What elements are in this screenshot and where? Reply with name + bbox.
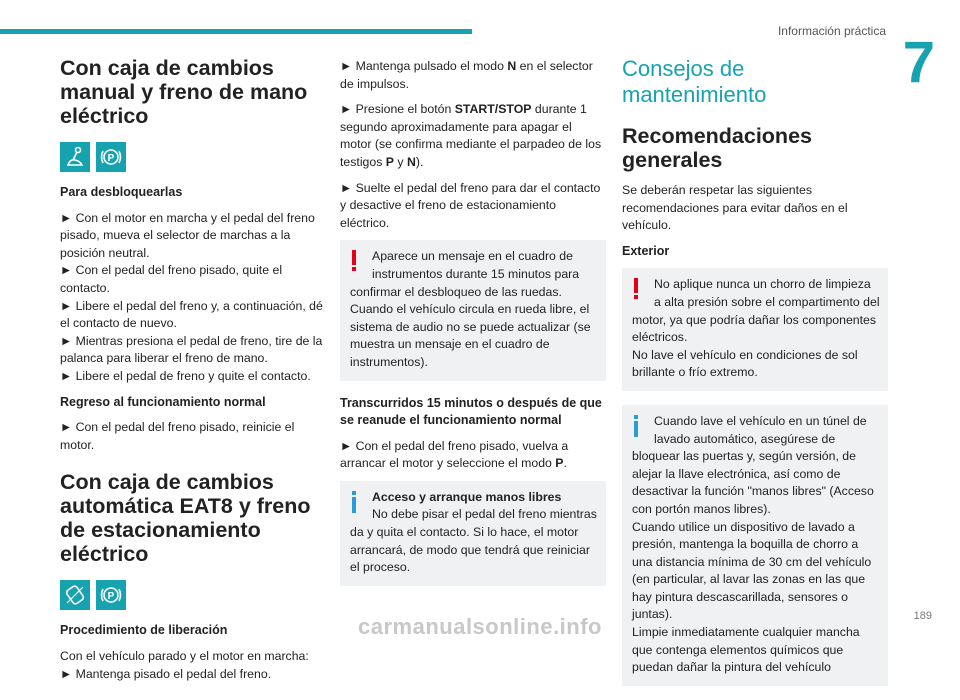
header-accent-bar — [0, 29, 472, 34]
recommendations-intro: Se deberán respetar las siguientes recomendaciones para evitar daños en el vehículo. — [622, 183, 848, 233]
parking-brake-icon — [96, 580, 126, 610]
chapter-title: Información práctica — [777, 24, 886, 38]
icon-group-manual — [60, 142, 328, 172]
watermark: carmanualsonline.info — [358, 614, 602, 639]
info-note: Acceso y arranque manos libres No debe pisar el pedal del freno mientras da y quita el contacto. Si lo hace, el motor arrancará, de modo que tendrá que reiniciar el proceso. — [340, 481, 606, 586]
return-text: ► Con el pedal del freno pisado, reinicie el motor. — [60, 420, 295, 452]
release-heading: Procedimiento de liberación — [60, 623, 228, 638]
svg-text:P: P — [107, 153, 115, 164]
step-press-start: ► Presione el botón START/STOP durante 1 segundo aproximadamente para apagar el motor (se confirma mediante el parpadeo de los testigos P y N). — [340, 102, 602, 169]
parking-brake-icon — [96, 142, 126, 172]
step-hold-n: ► Mantenga pulsado el modo N en el selector de impulsos. — [340, 59, 593, 91]
after-text: ► Con el pedal del freno pisado, vuelva a arrancar el motor y seleccione el modo P. — [340, 438, 569, 471]
warning-icon — [350, 250, 358, 272]
unlock-heading: Para desbloquearlas — [60, 185, 183, 199]
page-number: 189 — [913, 610, 932, 622]
column-left — [60, 56, 328, 691]
svg-text:P: P — [107, 591, 115, 603]
section-heading-auto: Con caja de cambios automática EAT8 y freno de estacionamiento eléctrico — [60, 470, 311, 567]
info-note: Cuando lave el vehículo en un túnel de lavado automático, asegúrese de bloquear las puertas y, según versión, de alejar la llave electrónica, así como de desactivar la función "manos libres" (Acceso con portón manos libres). Cuando utilice un dispositivo de lavado a presión, mantenga la boquilla de chorro a una distancia mínima de 30 cm del vehículo (en particular, al lavar las zonas en las que hay pintura descascarillada, sensores o juntas). Limpie inmediatamente cualquier mancha que contenga elementos químicos que puedan dañar la pintura del vehículo — [622, 405, 888, 686]
info-icon — [350, 491, 358, 513]
exterior-heading: Exterior — [622, 243, 670, 258]
section-heading-manual: Con caja de cambios manual y freno de mano eléctrico — [60, 56, 308, 128]
step-release-brake: ► Suelte el pedal del freno para dar el contacto y desactive el freno de estacionamiento eléctrico. — [340, 180, 601, 230]
icon-group-auto — [60, 580, 328, 610]
info-icon — [632, 415, 640, 437]
after-heading: Transcurridos 15 minutos o después de que se reanude el funcionamiento normal — [340, 395, 602, 428]
return-heading: Regreso al funcionamiento normal — [60, 394, 266, 409]
warning-icon — [632, 278, 640, 300]
column-right — [622, 56, 888, 700]
release-text: Con el vehículo parado y el motor en marcha: ► Mantenga pisado el pedal del freno. — [60, 648, 309, 681]
warning-note: No aplique nunca un chorro de limpieza a alta presión sobre el compartimento del motor, ya que podría dañar los componentes eléctricos. No lave el vehículo en condiciones de sol brillante o frío extremo. — [622, 268, 888, 391]
warning-note: Aparece un mensaje en el cuadro de instrumentos durante 15 minutos para confirmar el desbloqueo de las ruedas. Cuando el vehículo circula en rueda libre, el sistema de audio no se puede actualizar (se muestra un mensaje en el cuadro de instrumentos). — [340, 240, 606, 380]
recommendations-heading: Recomendaciones generales — [622, 124, 812, 172]
column-middle — [340, 58, 606, 600]
maintenance-title: Consejos de mantenimiento — [622, 56, 767, 107]
selector-icon — [60, 580, 90, 610]
chapter-number: 7 — [902, 30, 935, 95]
gear-lever-icon — [60, 142, 90, 172]
unlock-steps: ► Con el motor en marcha y el pedal del freno pisado, mueva el selector de marchas a la posición neutral. ► Con el pedal del freno pisado, quite el contacto. ► Libere el pedal del freno y, a continuación, dé el contacto de nuevo. ► Mientras presiona el pedal de freno, tire de la palanca para liberar el freno de mano. ► Libere el pedal de freno y quite el contacto. — [60, 210, 323, 383]
